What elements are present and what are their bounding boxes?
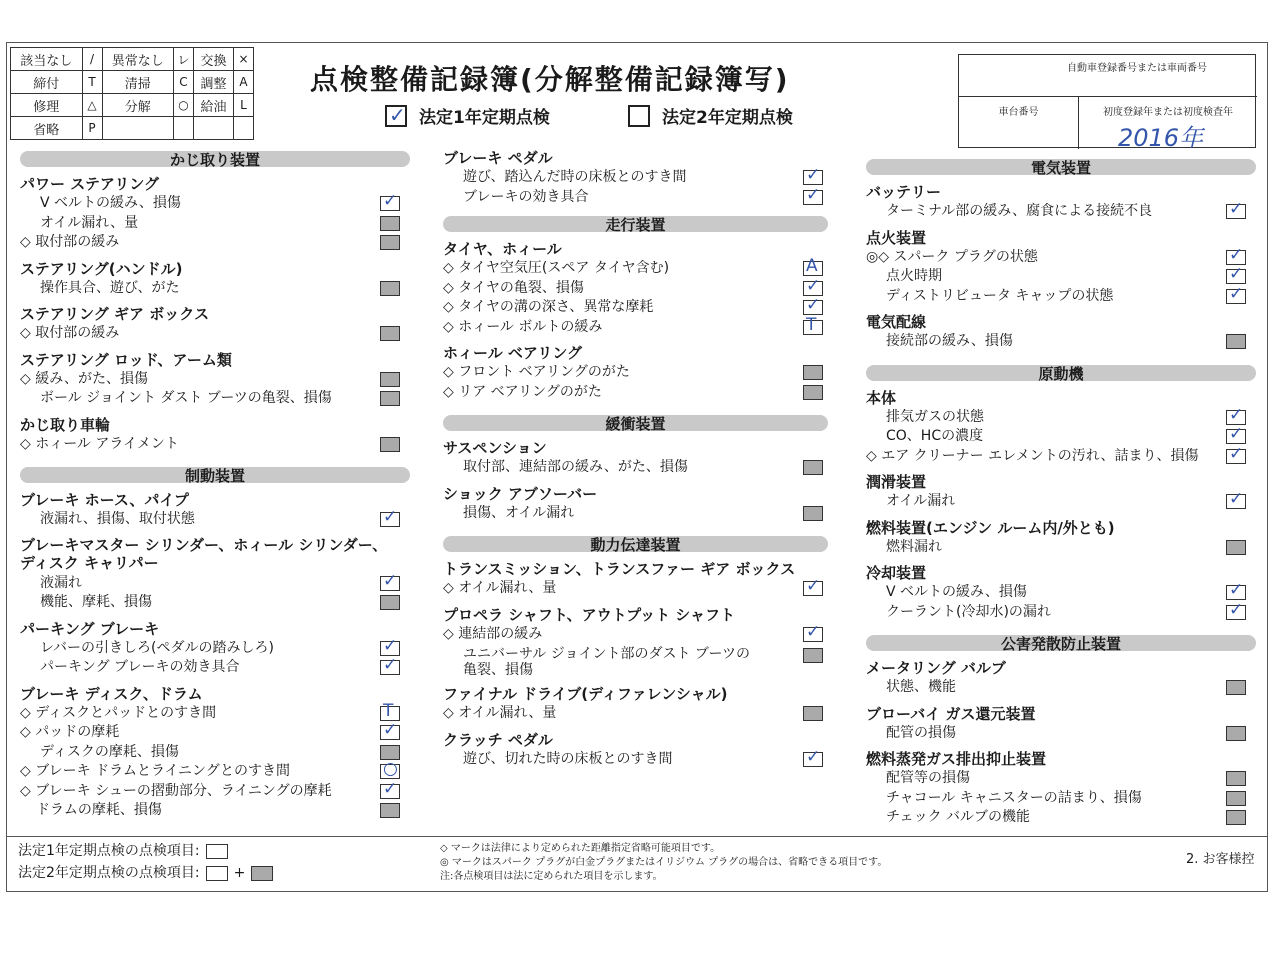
group-transmission: トランスミッション、トランスファー ギア ボックス: [443, 560, 796, 578]
group-brake-hose: ブレーキ ホース、パイプ: [20, 491, 189, 509]
legend-meaning: 締付: [11, 71, 83, 94]
plus-sign: +: [233, 865, 246, 881]
legend-symbol: ○: [174, 94, 194, 117]
list-item: ボール ジョイント ダスト ブーツの亀裂、損傷: [20, 389, 410, 409]
column-middle: [443, 148, 828, 769]
list-item: ドラムの摩耗、損傷: [20, 801, 410, 821]
registration-info-box: [958, 54, 1256, 148]
first-registration-value: 2016年: [1118, 124, 1204, 152]
check-box[interactable]: ✓: [803, 190, 823, 205]
list-item: 排気ガスの状態 ✓: [866, 408, 1256, 428]
column-left: [20, 148, 410, 821]
legend-symbol: A: [234, 71, 254, 94]
note-double-circle: ◎ マークはスパーク プラグが白金プラグまたはイリジウム プラグの場合は、省略できる項目です。: [440, 857, 888, 868]
list-item: ◇ ブレーキ シューの摺動部分、ライニングの摩耗 ✓: [20, 782, 410, 802]
list-item: オイル漏れ ✓: [866, 492, 1256, 512]
list-item: V ベルトの緩み、損傷 ✓: [20, 194, 410, 214]
legend-symbol: /: [82, 48, 102, 71]
legend-symbol: [174, 117, 194, 140]
check-box[interactable]: ✓: [1226, 429, 1246, 444]
section-suspension: 緩衝装置: [443, 412, 828, 434]
section-engine: 原動機: [866, 362, 1256, 384]
section-electrical: 電気装置: [866, 156, 1256, 178]
list-item: ◇ 取付部の緩み: [20, 233, 410, 253]
list-item: ◇ フロント ベアリングのがた: [443, 363, 828, 383]
legend-meaning: 省略: [11, 117, 83, 140]
reg-number-label: 自動車登録番号または車両番号: [959, 55, 1257, 97]
legend-meaning: 給油: [194, 94, 234, 117]
column-right: [866, 156, 1256, 828]
list-item: チェック バルブの機能: [866, 808, 1256, 828]
check-box[interactable]: ✓: [1226, 250, 1246, 265]
group-blowby: ブローバイ ガス還元装置: [866, 704, 1036, 723]
check-box[interactable]: [803, 365, 823, 380]
check-box[interactable]: [803, 706, 823, 721]
check-box[interactable]: [380, 281, 400, 296]
check-box[interactable]: ✓: [380, 641, 400, 656]
group-cooling: 冷却装置: [866, 564, 927, 582]
list-item: 液漏れ ✓: [20, 574, 410, 594]
list-item: パーキング ブレーキの効き具合 ✓: [20, 658, 410, 678]
list-item: ディストリビュータ キャップの状態 ✓: [866, 287, 1256, 307]
check-box[interactable]: T: [803, 320, 823, 335]
group-metering-valve: メータリング バルブ: [866, 659, 1006, 677]
legend-symbol: レ: [174, 48, 194, 71]
list-item: ディスクの摩耗、損傷: [20, 743, 410, 763]
one-year-items-label: 法定1年定期点検の点検項目:: [18, 843, 200, 859]
legend-symbol: ×: [234, 48, 254, 71]
check-box[interactable]: [380, 391, 400, 406]
list-item: ユニバーサル ジョイント部のダスト ブーツの亀裂、損傷: [443, 644, 828, 678]
check-box[interactable]: ✓: [1226, 289, 1246, 304]
list-item: ◇ ディスクとパッドとのすき間 T: [20, 704, 410, 724]
check-box[interactable]: [803, 460, 823, 475]
option-one-year-label: 法定1年定期点検: [419, 108, 550, 128]
two-year-items-label: 法定2年定期点検の点検項目:: [18, 865, 200, 881]
white-box-icon: [206, 866, 228, 881]
note-general: 注:各点検項目は法に定められた項目を示します。: [440, 871, 663, 882]
check-box[interactable]: ✓: [380, 784, 400, 799]
footer-legend: [18, 840, 273, 884]
shaded-box-icon: [251, 866, 273, 881]
legend-symbol: △: [82, 94, 102, 117]
check-box[interactable]: [803, 385, 823, 400]
check-box[interactable]: ✓: [1226, 585, 1246, 600]
list-item: チャコール キャニスターの詰まり、損傷: [866, 789, 1256, 809]
check-box[interactable]: ✓: [1226, 605, 1246, 620]
scan-bottom-margin: [0, 900, 1280, 960]
list-item: ◇ リア ベアリングのがた: [443, 383, 828, 403]
option-two-year-label: 法定2年定期点検: [662, 108, 793, 128]
list-item: 遊び、切れた時の床板とのすき間 ✓: [443, 750, 828, 770]
check-box[interactable]: [380, 372, 400, 387]
list-item: 配管の損傷: [866, 724, 1256, 744]
list-item: ◇ タイヤの溝の深さ、異常な摩耗 ✓: [443, 298, 828, 318]
list-item: ターミナル部の緩み、腐食による接続不良 ✓: [866, 202, 1256, 222]
list-item: ◇ 連結部の緩み ✓: [443, 625, 828, 645]
group-wheel-bearing: ホィール ベアリング: [443, 344, 583, 362]
list-item: クーラント(冷却水)の漏れ ✓: [866, 603, 1256, 623]
list-item: 配管等の損傷: [866, 769, 1256, 789]
check-box[interactable]: ✓: [1226, 449, 1246, 464]
group-parking-brake: パーキング ブレーキ: [20, 619, 160, 638]
check-box[interactable]: [803, 506, 823, 521]
list-item: 燃料漏れ: [866, 538, 1256, 558]
legend-row: [11, 117, 254, 140]
group-steering-wheel: ステアリング(ハンドル): [20, 259, 183, 278]
check-box[interactable]: [1226, 334, 1246, 349]
check-box[interactable]: [380, 216, 400, 231]
list-item: ◇ 緩み、がた、損傷: [20, 370, 410, 390]
group-lubrication: 潤滑装置: [866, 473, 927, 491]
group-brake-pedal: ブレーキ ペダル: [443, 149, 553, 167]
check-box[interactable]: [1226, 791, 1246, 806]
check-box[interactable]: T: [380, 706, 400, 721]
group-clutch-pedal: クラッチ ペダル: [443, 730, 553, 749]
group-tire-wheel: タイヤ、ホィール: [443, 240, 562, 258]
legend-meaning: [102, 117, 174, 140]
first-registration-label: 初度登録年または初度検査年: [1103, 107, 1233, 118]
check-box[interactable]: ✓: [380, 196, 400, 211]
group-steering-rod: ステアリング ロッド、アーム類: [20, 350, 232, 369]
legend-symbol: T: [82, 71, 102, 94]
legend-meaning: 異常なし: [102, 48, 174, 71]
check-box[interactable]: [380, 437, 400, 452]
group-power-steering: パワー ステアリング: [20, 175, 160, 193]
group-suspension: サスペンション: [443, 439, 547, 457]
check-box[interactable]: [380, 595, 400, 610]
legend-meaning: 該当なし: [11, 48, 83, 71]
list-item: ◇ オイル漏れ、量: [443, 704, 828, 724]
list-item: 状態、機能: [866, 678, 1256, 698]
list-item: 接続部の緩み、損傷: [866, 332, 1256, 352]
group-master-cylinder: ブレーキマスター シリンダー、ホィール シリンダー、ディスク キャリパー: [20, 535, 388, 572]
check-box[interactable]: A: [803, 261, 823, 276]
check-box[interactable]: ✓: [1226, 204, 1246, 219]
section-running-gear: 走行装置: [443, 213, 828, 235]
list-item: ◇ パッドの摩耗 ✓: [20, 723, 410, 743]
list-item: ◇ タイヤ空気圧(スペア タイヤ含む) A: [443, 259, 828, 279]
legend-row: [11, 94, 254, 117]
group-fuel-system: 燃料装置(エンジン ルーム内/外とも): [866, 518, 1115, 537]
list-item: 操作具合、遊び、がた: [20, 279, 410, 299]
list-item: 遊び、踏込んだ時の床板とのすき間 ✓: [443, 168, 828, 188]
legend-meaning: [194, 117, 234, 140]
legend-symbol: L: [234, 94, 254, 117]
check-box[interactable]: ✓: [380, 576, 400, 591]
legend-meaning: 修理: [11, 94, 83, 117]
form-title: 点検整備記録簿(分解整備記録簿写): [310, 63, 790, 96]
check-box[interactable]: ✓: [1226, 410, 1246, 425]
legend-row: [11, 48, 254, 71]
legend-symbol: P: [82, 117, 102, 140]
footer-notes: [440, 842, 887, 884]
check-box[interactable]: ✓: [380, 660, 400, 675]
list-item: オイル漏れ、量: [20, 214, 410, 234]
legend-meaning: 交換: [194, 48, 234, 71]
group-brake-disc-drum: ブレーキ ディスク、ドラム: [20, 684, 203, 703]
check-box[interactable]: ✓: [1226, 269, 1246, 284]
group-steered-wheel: かじ取り車輪: [20, 415, 111, 434]
section-emission: 公害発散防止装置: [866, 632, 1256, 654]
list-item: ◇ 取付部の緩み: [20, 324, 410, 344]
group-final-drive: ファイナル ドライブ(ディファレンシャル): [443, 685, 728, 703]
list-item: ◇ オイル漏れ、量 ✓: [443, 579, 828, 599]
section-power-train: 動力伝達装置: [443, 533, 828, 555]
list-item: ブレーキの効き具合 ✓: [443, 188, 828, 208]
checkmark-icon: ✓: [389, 102, 406, 127]
note-diamond: ◇ マークは法律により定められた距離指定省略可能項目です。: [440, 843, 721, 854]
section-steering: かじ取り装置: [20, 148, 410, 170]
list-item: ◎◇ スパーク プラグの状態 ✓: [866, 248, 1256, 268]
check-box[interactable]: [1226, 810, 1246, 825]
legend-table: [10, 47, 254, 140]
list-item: ◇ エア クリーナー エレメントの汚れ、詰まり、損傷 ✓: [866, 447, 1256, 467]
check-box[interactable]: [1226, 771, 1246, 786]
list-item: ◇ ブレーキ ドラムとライニングとのすき間 ○: [20, 762, 410, 782]
check-box[interactable]: ○: [380, 764, 400, 779]
check-box[interactable]: [1226, 540, 1246, 555]
list-item: 点火時期 ✓: [866, 267, 1256, 287]
check-box[interactable]: ✓: [803, 281, 823, 296]
group-propeller-shaft: プロペラ シャフト、アウトプット シャフト: [443, 605, 735, 624]
option-one-year[interactable]: [385, 103, 550, 128]
section-braking: 制動装置: [20, 464, 410, 486]
checkbox-two-year[interactable]: [628, 105, 650, 127]
group-evap-emission: 燃料蒸発ガス排出抑止装置: [866, 750, 1047, 768]
list-item: V ベルトの緩み、損傷 ✓: [866, 583, 1256, 603]
list-item: 損傷、オイル漏れ: [443, 504, 828, 524]
legend-symbol: [234, 117, 254, 140]
check-box[interactable]: ✓: [803, 170, 823, 185]
legend-symbol: C: [174, 71, 194, 94]
legend-meaning: 清掃: [102, 71, 174, 94]
chassis-number-label: 車台番号: [959, 97, 1079, 149]
group-steering-gearbox: ステアリング ギア ボックス: [20, 305, 210, 323]
check-box[interactable]: ✓: [803, 300, 823, 315]
check-box[interactable]: ✓: [380, 512, 400, 527]
group-wiring: 電気配線: [866, 313, 927, 331]
customer-copy-label: 2. お客様控: [1186, 852, 1255, 867]
list-item: 取付部、連結部の緩み、がた、損傷: [443, 458, 828, 478]
legend-row: [11, 71, 254, 94]
check-box[interactable]: ✓: [1226, 494, 1246, 509]
check-box[interactable]: ✓: [803, 581, 823, 596]
list-item: CO、HCの濃度 ✓: [866, 427, 1256, 447]
group-engine-body: 本体: [866, 388, 897, 407]
group-ignition: 点火装置: [866, 228, 927, 247]
check-box[interactable]: ✓: [803, 627, 823, 642]
check-box[interactable]: ✓: [803, 752, 823, 767]
legend-meaning: 分解: [102, 94, 174, 117]
group-battery: バッテリー: [866, 183, 942, 201]
checkbox-one-year[interactable]: [385, 102, 407, 127]
footer-divider: [6, 836, 1268, 837]
list-item: 液漏れ、損傷、取付状態 ✓: [20, 510, 410, 530]
option-two-year[interactable]: [628, 103, 793, 128]
check-box[interactable]: [380, 803, 400, 818]
check-box[interactable]: ✓: [380, 725, 400, 740]
list-item: ◇ タイヤの亀裂、損傷 ✓: [443, 279, 828, 299]
list-item: 機能、摩耗、損傷: [20, 593, 410, 613]
legend-meaning: 調整: [194, 71, 234, 94]
check-box[interactable]: [1226, 680, 1246, 695]
check-box[interactable]: [380, 326, 400, 341]
list-item: ◇ ホィール アライメント: [20, 435, 410, 455]
scan-top-margin: [0, 0, 1280, 40]
group-shock-absorber: ショック アブソーバー: [443, 484, 598, 503]
white-box-icon: [206, 844, 228, 859]
check-box[interactable]: [803, 648, 823, 663]
check-box[interactable]: [380, 235, 400, 250]
check-box[interactable]: [1226, 726, 1246, 741]
check-box[interactable]: [380, 745, 400, 760]
list-item: レバーの引きしろ(ペダルの踏みしろ) ✓: [20, 639, 410, 659]
list-item: ◇ ホィール ボルトの緩み T: [443, 318, 828, 338]
